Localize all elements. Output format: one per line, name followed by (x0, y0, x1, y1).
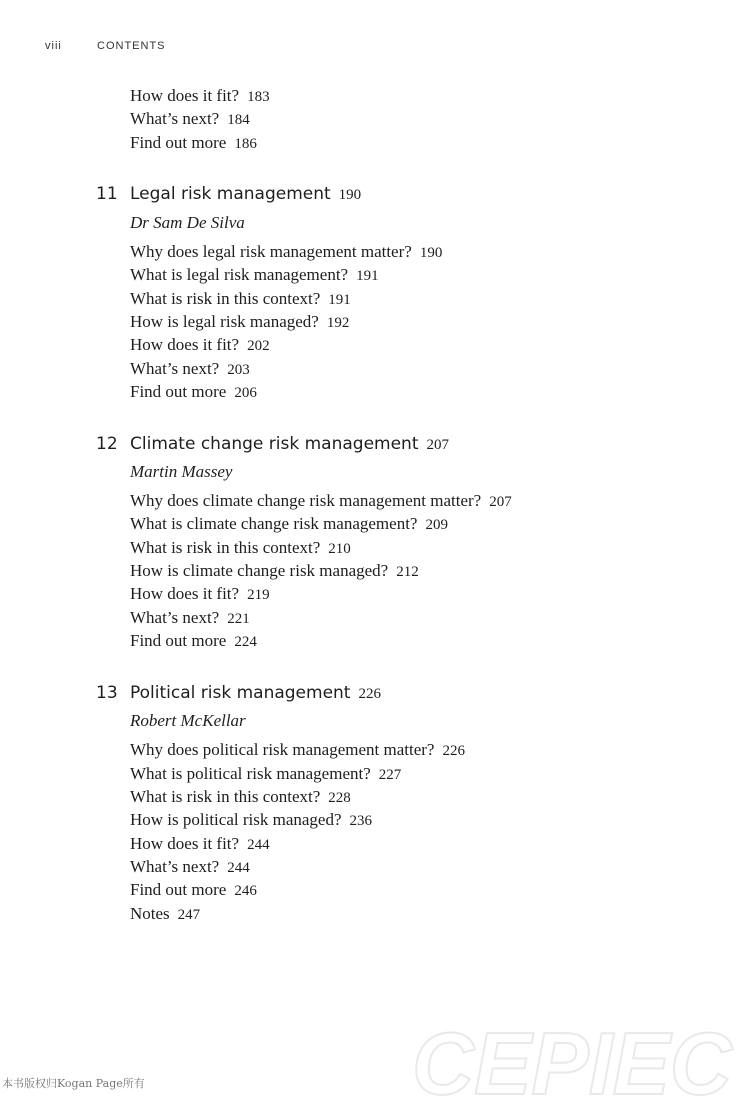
toc-page-number: 212 (396, 564, 419, 580)
toc-page-number: 203 (227, 362, 250, 378)
toc-entry[interactable]: What is legal risk management? 191 (130, 265, 379, 284)
toc-page-number: 207 (489, 494, 512, 510)
toc-page-number: 224 (234, 634, 257, 650)
toc-entry[interactable]: Why does legal risk management matter? 190 (130, 242, 443, 261)
copyright-stamp: 本书版权归Kogan Page所有 (2, 1077, 145, 1090)
toc-entry[interactable]: How does it fit? 183 (130, 86, 270, 105)
toc-entry[interactable]: Why does climate change risk management matter? 207 (130, 491, 512, 510)
toc-page-number: 192 (326, 315, 350, 331)
toc-page-number: 210 (328, 541, 351, 557)
chapter-title[interactable]: Legal risk management 190 (130, 184, 362, 204)
toc-entry[interactable]: Why does political risk management matter? 226 (130, 740, 465, 759)
chapter-author: Robert McKellar (130, 711, 246, 730)
chapter-page-number: 207 (426, 437, 449, 453)
chapter-number: 13 (96, 683, 118, 703)
chapter-title[interactable]: Climate change risk management 207 (130, 434, 449, 454)
toc-entry[interactable]: How is climate change risk managed? 212 (130, 561, 419, 580)
chapter-number: 11 (96, 184, 118, 204)
toc-page-number: 183 (247, 89, 270, 105)
toc-page-number: 246 (234, 883, 257, 899)
toc-entry[interactable]: What is political risk management? 227 (130, 764, 402, 783)
chapter-title[interactable]: Political risk management 226 (130, 683, 381, 703)
chapter-page-number: 190 (338, 187, 362, 203)
toc-page-number: 226 (442, 743, 465, 759)
toc-page-number: 209 (425, 517, 448, 533)
toc-entry[interactable]: What is risk in this context? 228 (130, 787, 351, 806)
toc-entry[interactable]: How does it fit? 219 (130, 584, 270, 603)
toc-entry[interactable]: Find out more 186 (130, 133, 257, 152)
toc-entry[interactable]: Find out more 246 (130, 880, 257, 899)
toc-page-number: 186 (234, 136, 257, 152)
toc-entry[interactable]: What is risk in this context? 191 (130, 289, 351, 308)
toc-page-number: 247 (177, 907, 201, 923)
toc-entry[interactable]: What is risk in this context? 210 (130, 538, 351, 557)
toc-page-number: 244 (247, 837, 270, 853)
toc-page-number: 228 (328, 790, 351, 806)
chapter-page-number: 226 (358, 686, 381, 702)
chapter-author: Martin Massey (130, 462, 233, 481)
running-title: CONTENTS (97, 40, 166, 52)
page-folio: viii (45, 40, 62, 52)
running-head (45, 40, 166, 52)
toc-page-number: 219 (247, 587, 270, 603)
toc-entry[interactable]: How is political risk managed? 236 (130, 810, 373, 829)
toc-page-number: 190 (419, 245, 443, 261)
toc-page-number: 202 (247, 338, 270, 354)
toc-entry[interactable]: What’s next? 203 (130, 359, 250, 378)
toc-entry[interactable]: Find out more 206 (130, 382, 257, 401)
toc-page-number: 191 (328, 292, 351, 308)
toc-page-number: 206 (234, 385, 257, 401)
toc-entry[interactable]: How does it fit? 202 (130, 335, 270, 354)
chapter-author: Dr Sam De Silva (130, 213, 245, 232)
chapter-number: 12 (96, 434, 118, 454)
toc-page-number: 227 (378, 767, 402, 783)
toc-entry[interactable]: How does it fit? 244 (130, 834, 270, 853)
toc-entry[interactable]: What is climate change risk management? 209 (130, 514, 448, 533)
toc-page-number: 236 (349, 813, 373, 829)
watermark-logo (410, 1022, 736, 1102)
toc-entry[interactable]: What’s next? 184 (130, 109, 250, 128)
toc-page-number: 244 (227, 860, 250, 876)
toc-page-number: 191 (356, 268, 379, 284)
toc-entry[interactable]: Find out more 224 (130, 631, 257, 650)
toc-page-number: 221 (227, 611, 250, 627)
toc-entry[interactable]: Notes 247 (130, 904, 201, 923)
toc-entry[interactable]: How is legal risk managed? 192 (130, 312, 350, 331)
toc-entry[interactable]: What’s next? 244 (130, 857, 250, 876)
toc-entry[interactable]: What’s next? 221 (130, 608, 250, 627)
svg-text:CEPIEC: CEPIEC (412, 1022, 734, 1102)
toc-page-number: 184 (227, 112, 250, 128)
